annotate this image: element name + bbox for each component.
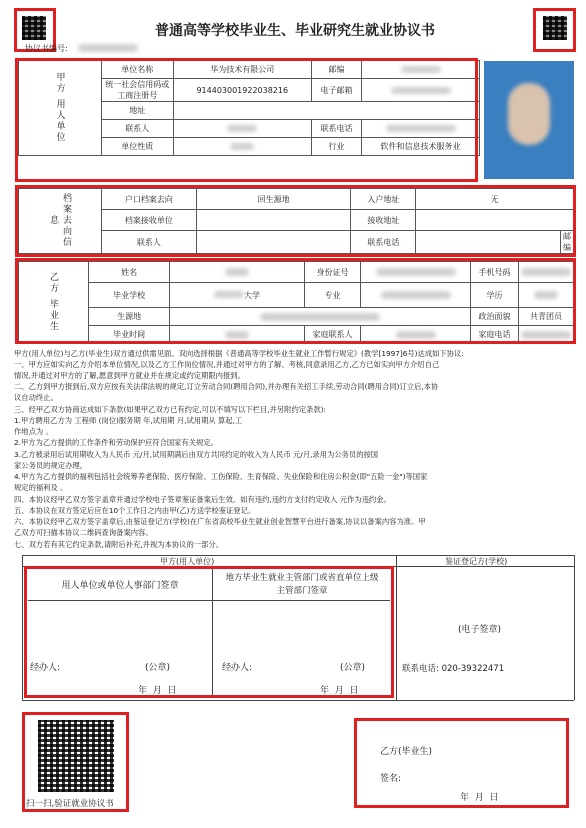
clause-line: 1.甲方聘用乙方为 工程师 (岗位)服务期 年,试用期 月,试用期从 算起,工 bbox=[14, 416, 243, 425]
authority-seal-mark: (公章) bbox=[340, 663, 366, 673]
political-status-label: 政治面貌 bbox=[471, 308, 519, 326]
clause-line: 五、本协议在双方签定后应在10个工作日之内由甲(乙)方送学校鉴证登记。 bbox=[14, 506, 256, 515]
industry-value: 软件和信息技术服务业 bbox=[362, 138, 480, 156]
school-label: 毕业学校 bbox=[89, 283, 170, 308]
student-party-label: 乙方(毕业生) bbox=[380, 747, 433, 757]
registrar-header: 鉴证登记方(学校) bbox=[445, 557, 508, 566]
student-name-label: 姓名 bbox=[89, 262, 170, 283]
company-name-value: 华为技术有限公司 bbox=[173, 61, 311, 79]
employer-contact-label: 联系人 bbox=[102, 120, 174, 138]
school-value: 大学 bbox=[170, 283, 305, 308]
employer-section-label: 甲方 用人单位 bbox=[19, 61, 102, 156]
family-contact-label: 家庭联系人 bbox=[304, 326, 360, 344]
graduation-time-label: 毕业时间 bbox=[89, 326, 170, 344]
archive-destination-label: 户口档案去向 bbox=[102, 189, 197, 210]
student-photo bbox=[484, 61, 574, 179]
hr-date: 年 月 日 bbox=[138, 686, 177, 696]
hr-handler-label: 经办人: bbox=[30, 663, 61, 673]
authority-handler-label: 经办人: bbox=[222, 663, 253, 673]
clause-line: 情况,并通过对甲方的了解,愿意到甲方就业并在规定或约定期限内报到。 bbox=[14, 371, 245, 380]
authority-seal-label: 地方毕业生就业主管部门或省直单位上级主管部门签章 bbox=[225, 573, 379, 596]
clause-line: 作地点为 。 bbox=[14, 427, 53, 436]
archive-contact-label: 联系人 bbox=[102, 231, 197, 254]
clause-line: 四、本协议经甲乙双方签字盖章并通过学校电子签章鉴证备案后生效。如有违约,违约方支付约定收入 元作为违约金。 bbox=[14, 495, 391, 504]
company-name-label: 单位名称 bbox=[102, 61, 174, 79]
highlight-box-employer bbox=[15, 58, 478, 182]
clause-line: 2.甲方为乙方提供的工作条件和劳动保护应符合国家有关规定。 bbox=[14, 438, 218, 447]
address-label: 地址 bbox=[102, 102, 174, 120]
political-status-value: 共青团员 bbox=[519, 308, 574, 326]
verification-qr-caption: 扫一扫,验证就业协议书 bbox=[26, 799, 114, 809]
entry-address-label: 入户地址 bbox=[351, 189, 416, 210]
employer-signature-header: 甲方(用人单位) bbox=[160, 557, 215, 566]
clause-line: 家公务员的规定办理。 bbox=[14, 461, 87, 470]
clause-line: 4.甲方为乙方提供的福利包括社会统筹养老保险、医疗保险、工伤保险、生育保险、失业保险和住房公积金(即"五险一金")等国家 bbox=[14, 472, 428, 481]
authority-date: 年 月 日 bbox=[320, 686, 359, 696]
archive-destination-value: 回生源地 bbox=[196, 189, 351, 210]
industry-label: 行业 bbox=[311, 138, 361, 156]
mobile-label: 手机号码 bbox=[471, 262, 519, 283]
hr-seal-label: 用人单位或单位人事部门签章 bbox=[61, 581, 179, 591]
family-phone-label: 家庭电话 bbox=[471, 326, 519, 344]
highlight-box-signatures bbox=[24, 566, 394, 698]
clause-line: 规定的福利及 。 bbox=[14, 483, 68, 492]
company-nature-label: 单位性质 bbox=[102, 138, 174, 156]
highlight-box-qr-right bbox=[533, 8, 576, 52]
clause-line: 六、本协议经甲乙双方签字盖章后,由鉴证登记方(学校)在广东省高校毕业生就业创业智慧平台进行备案,协议以备案内容为准。甲 bbox=[14, 517, 426, 526]
archive-zip-cell: 邮编 bbox=[561, 231, 574, 254]
employer-phone-label: 联系电话 bbox=[311, 120, 361, 138]
origin-label: 生源地 bbox=[89, 308, 170, 326]
highlight-box-verify-qr bbox=[22, 712, 129, 812]
clause-line: 甲方(用人单位)与乙方(毕业生)双方通过供需见面、双向选择根据《普通高等学校毕业生就业工作暂行规定》(教学[1997]6号)达成如下协议: bbox=[14, 349, 464, 358]
electronic-seal-label: (电子签章) bbox=[458, 625, 502, 635]
zip-label: 邮编 bbox=[311, 61, 361, 79]
student-sign-date: 年 月 日 bbox=[460, 793, 499, 803]
clause-line: 乙双方可扫描本协议二维码查询备案内容。 bbox=[14, 528, 153, 537]
clause-line: 二、乙方到甲方报到后,双方应按有关法律法规的规定,订立劳动合同(聘用合同),并办理有关招工手续,劳动合同(聘用合同)订立后,本协 bbox=[14, 382, 439, 391]
document-title: 普通高等学校毕业生、毕业研究生就业协议书 bbox=[155, 23, 435, 39]
major-label: 专业 bbox=[304, 283, 360, 308]
agreement-number-label: 协议书编号: bbox=[25, 44, 68, 53]
student-section-label: 乙方 毕业生 bbox=[19, 262, 89, 344]
clause-line: 3.乙方被录用后试用期收入为人民币 元/月,试用期满后由双方共同约定的收入为人民币 元/月,录用为公务员的按国 bbox=[14, 450, 379, 459]
clause-line: 七、双方若有其它约定条款,请附后补充,并视为本协议的一部分。 bbox=[14, 540, 223, 549]
student-sign-label: 签名: bbox=[380, 774, 402, 784]
hr-seal-mark: (公章) bbox=[145, 663, 171, 673]
highlight-box-archive bbox=[15, 185, 576, 257]
clause-line: 议自动终止。 bbox=[14, 393, 58, 402]
clause-line: 一、甲方应如实向乙方介绍本单位情况,以及乙方工作岗位情况,并通过对甲方的了解、考核,同意录用乙方,乙方已如实向甲方介绍自己 bbox=[14, 360, 440, 369]
highlight-box-student bbox=[15, 258, 576, 344]
archive-phone-label: 联系电话 bbox=[351, 231, 416, 254]
archive-receiver-label: 档案接收单位 bbox=[102, 210, 197, 231]
clause-line: 三、经甲乙双方协商达成如下条款(如果甲乙双方已有约定,可以不填写以下栏目,并另附约定条款): bbox=[14, 405, 326, 414]
credit-code-value: 914403001922038216 bbox=[173, 79, 311, 102]
highlight-box-student-signature bbox=[354, 718, 569, 808]
agreement-number-redacted bbox=[78, 44, 138, 52]
receive-address-label: 接收地址 bbox=[351, 210, 416, 231]
email-label: 电子邮箱 bbox=[311, 79, 361, 102]
archive-section-label: 档案去向信息 bbox=[19, 189, 102, 254]
entry-address-value: 无 bbox=[416, 189, 574, 210]
registrar-phone: 联系电话: 020-39322471 bbox=[402, 664, 505, 674]
degree-label: 学历 bbox=[471, 283, 519, 308]
credit-code-label: 统一社会信用码或工商注册号 bbox=[102, 79, 174, 102]
id-number-label: 身份证号 bbox=[304, 262, 360, 283]
